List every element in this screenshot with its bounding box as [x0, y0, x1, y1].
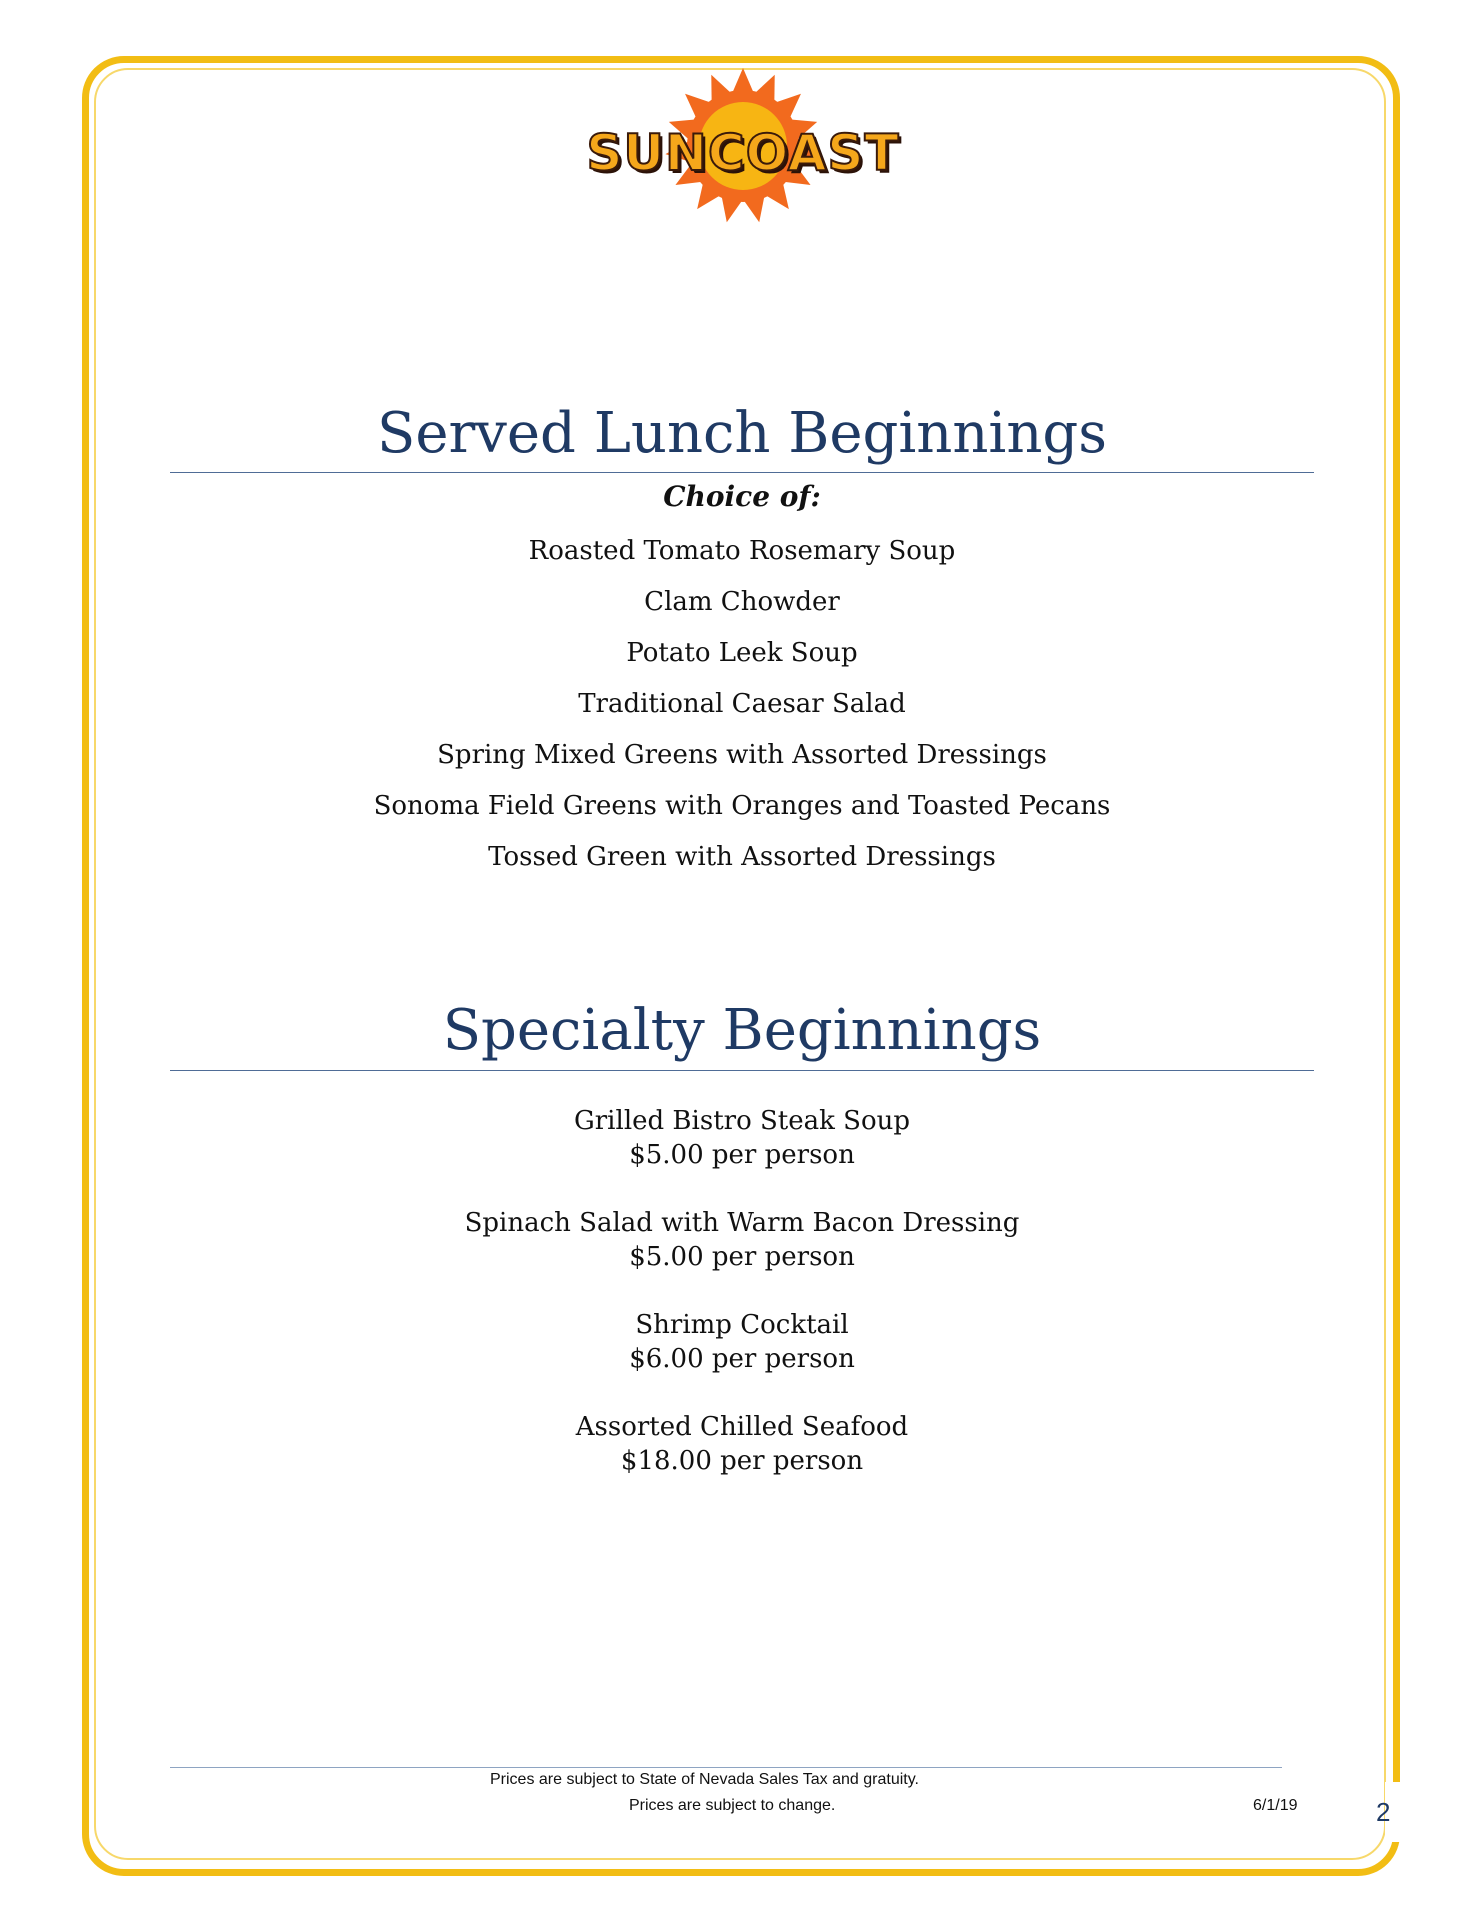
list-item: Potato Leek Soup	[626, 638, 858, 668]
list-item	[170, 1206, 1314, 1274]
list-item	[170, 1410, 1314, 1478]
choice-of-label: Choice of:	[663, 480, 821, 513]
item-price: $18.00 per person	[620, 1446, 864, 1476]
item-price: $5.00 per person	[629, 1242, 855, 1272]
item-name: Shrimp Cocktail	[635, 1310, 849, 1340]
specialty-rule	[170, 1070, 1314, 1071]
served-lunch-title: Served Lunch Beginnings	[377, 401, 1107, 466]
list-item: Sonoma Field Greens with Oranges and Toasted Pecans	[373, 791, 1111, 821]
specialty-title: Specialty Beginnings	[442, 998, 1042, 1063]
footer-change-note: Prices are subject to change.	[629, 1797, 836, 1814]
list-item	[170, 1104, 1314, 1172]
item-price: $6.00 per person	[629, 1344, 855, 1374]
list-item	[170, 1308, 1314, 1376]
item-name: Grilled Bistro Steak Soup	[573, 1106, 911, 1136]
page-border-inner	[94, 68, 1386, 1860]
list-item: Spring Mixed Greens with Assorted Dressings	[437, 740, 1047, 770]
specialty-list	[170, 1104, 1314, 1512]
item-price: $5.00 per person	[629, 1140, 855, 1170]
item-name: Assorted Chilled Seafood	[575, 1412, 909, 1442]
list-item: Roasted Tomato Rosemary Soup	[528, 536, 956, 566]
item-name: Spinach Salad with Warm Bacon Dressing	[464, 1208, 1020, 1238]
footer-rule	[170, 1767, 1282, 1768]
page-number: 2	[1376, 1797, 1391, 1827]
list-item: Traditional Caesar Salad	[578, 689, 906, 719]
served-lunch-list	[170, 526, 1314, 883]
logo-wordmark: SUNCOAST	[586, 124, 900, 182]
served-lunch-rule	[170, 472, 1314, 473]
suncoast-logo	[586, 66, 900, 226]
footer-date: 6/1/19	[1253, 1797, 1298, 1814]
list-item: Tossed Green with Assorted Dressings	[488, 842, 996, 872]
list-item: Clam Chowder	[644, 587, 840, 617]
footer-tax-note: Prices are subject to State of Nevada Sales Tax and gratuity.	[490, 1771, 919, 1788]
